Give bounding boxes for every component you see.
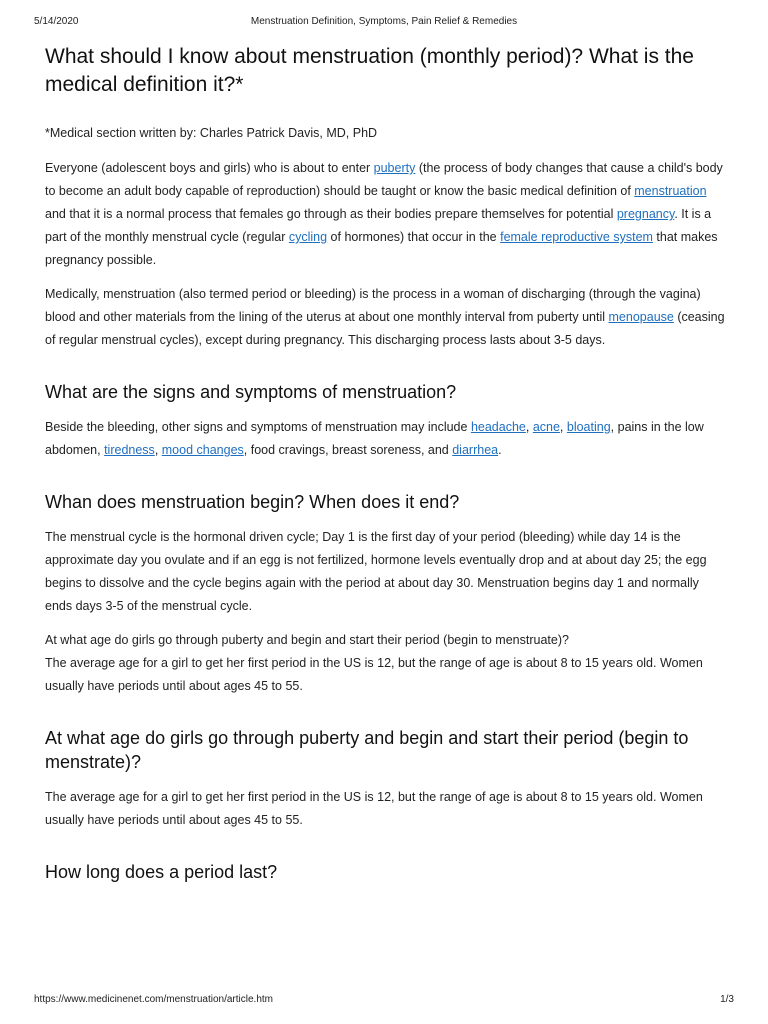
puberty-link[interactable]: puberty <box>373 161 416 175</box>
print-footer-url: https://www.medicinenet.com/menstruation/article.htm <box>34 994 273 1005</box>
byline: *Medical section written by: Charles Patrick Davis, MD, PhD <box>45 126 378 140</box>
article <box>45 43 725 896</box>
text: Beside the bleeding, other signs and symptoms of menstruation may include <box>45 420 471 434</box>
age-question: At what age do girls go through puberty and begin and start their period (begin to menstruate)? <box>45 633 569 647</box>
print-header-date: 5/14/2020 <box>34 16 79 27</box>
age-heading: At what age do girls go through puberty and begin and start their period (begin to menstrate)? <box>45 728 689 772</box>
bloating-link[interactable]: bloating <box>566 420 611 434</box>
cycling-link[interactable]: cycling <box>288 230 328 244</box>
text: , <box>154 443 162 457</box>
symptoms-paragraph <box>45 416 725 462</box>
text: Medically, menstruation (also termed period or bleeding) is the process in a woman of discharging (through the vagina) blood and other materials from the lining of the uterus at about one monthly interval from puberty until <box>45 287 701 324</box>
text: , food cravings, breast soreness, and <box>243 443 453 457</box>
print-header-title: Menstruation Definition, Symptoms, Pain Relief & Remedies <box>250 16 518 27</box>
cycle-paragraph: The menstrual cycle is the hormonal driven cycle; Day 1 is the first day of your period (bleeding) while day 14 is the approximate day you ovulate and if an egg is not fertilized, hormone levels eventually drop and at about day 25; the egg begins to dissolve and the cycle begins again with the period at about day 30. Menstruation begins day 1 and normally ends days 3-5 of the menstrual cycle. <box>45 530 707 613</box>
text: of hormones) that occur in the <box>327 230 501 244</box>
definition-paragraph <box>45 283 725 352</box>
age-answer-paragraph: The average age for a girl to get her first period in the US is 12, but the range of age is about 8 to 15 years old. Women usually have periods until about ages 45 to 55. <box>45 790 703 827</box>
text: (ceasing of regular menstrual cycles), except during pregnancy. This discharging process lasts about 3-5 days. <box>45 310 725 347</box>
text: , pains in the low abdomen, <box>45 420 704 457</box>
pregnancy-link[interactable]: pregnancy <box>616 207 675 221</box>
mood-changes-link[interactable]: mood changes <box>161 443 244 457</box>
intro-paragraph <box>45 157 725 272</box>
acne-link[interactable]: acne <box>532 420 560 434</box>
begin-end-heading: Whan does menstruation begin? When does it end? <box>45 492 460 512</box>
diarrhea-link[interactable]: diarrhea <box>452 443 499 457</box>
menopause-link[interactable]: menopause <box>608 310 674 324</box>
article-title: What should I know about menstruation (monthly period)? What is the medical definition it?* <box>45 45 694 96</box>
age-answer: The average age for a girl to get her first period in the US is 12, but the range of age is about 8 to 15 years old. Women usually have periods until about ages 45 to 55. <box>45 656 703 693</box>
headache-link[interactable]: headache <box>470 420 526 434</box>
text: , <box>525 420 533 434</box>
menstruation-link[interactable]: menstruation <box>634 184 707 198</box>
age-paragraph <box>45 629 725 698</box>
text: , <box>559 420 567 434</box>
print-footer-page: 1/3 <box>720 994 734 1005</box>
symptoms-heading: What are the signs and symptoms of menstruation? <box>45 382 457 402</box>
text: . <box>498 443 502 457</box>
text: Everyone (adolescent boys and girls) who is about to enter <box>45 161 374 175</box>
text: . It is a part of the monthly menstrual cycle (regular <box>45 207 712 244</box>
period-length-heading: How long does a period last? <box>45 862 278 882</box>
text: and that it is a normal process that females go through as their bodies prepare themselves for potential <box>45 207 617 221</box>
text: (the process of body changes that cause a child's body to become an adult body capable of reproduction) should be taught or know the basic medical definition of <box>45 161 723 198</box>
tiredness-link[interactable]: tiredness <box>104 443 155 457</box>
female-reproductive-system-link[interactable]: female reproductive system <box>500 230 653 244</box>
text: that makes pregnancy possible. <box>45 230 718 267</box>
